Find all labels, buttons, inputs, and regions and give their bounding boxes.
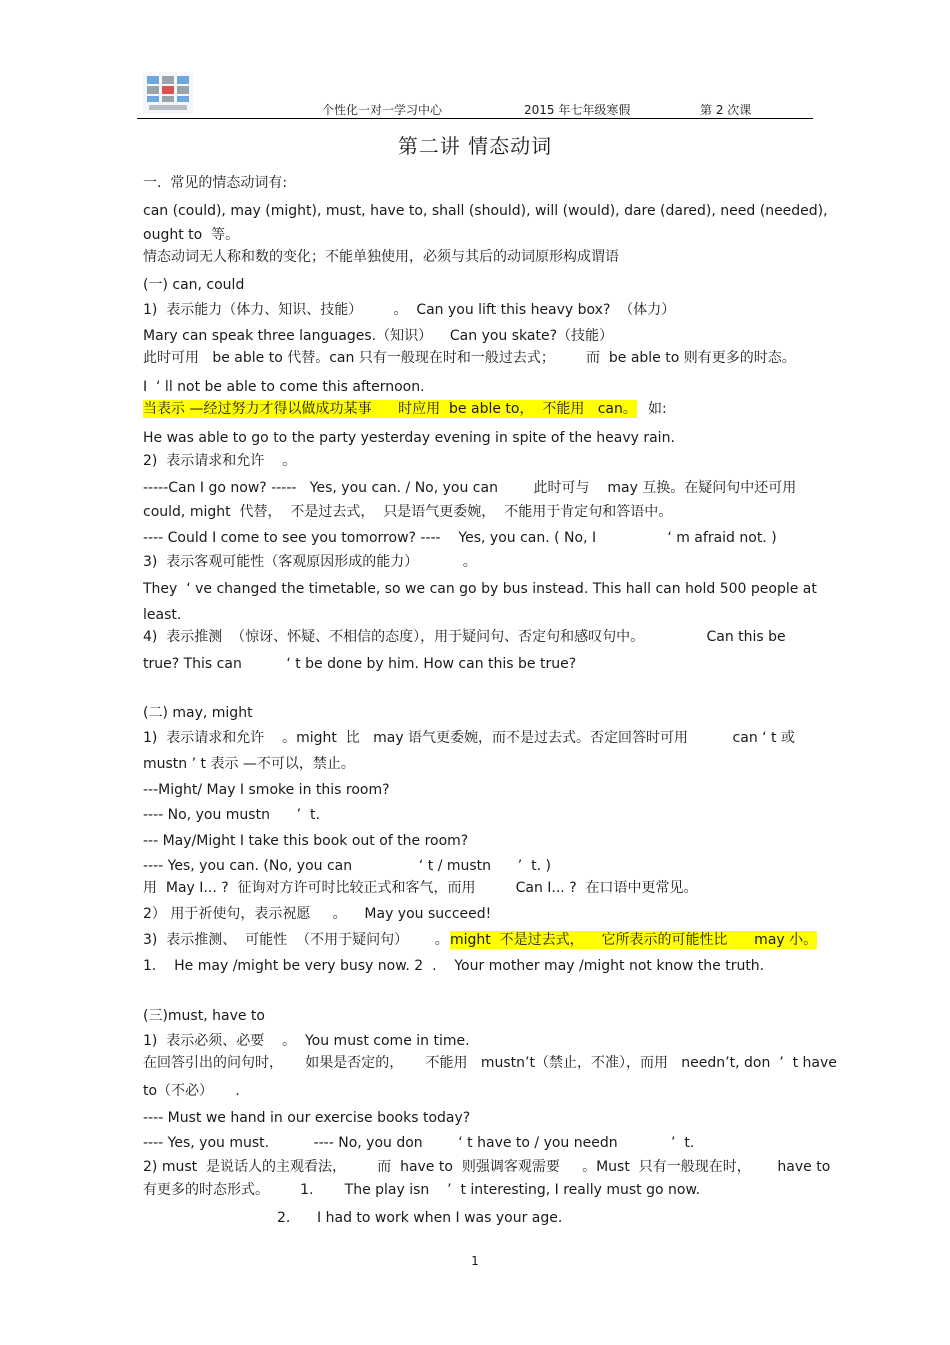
page-title: 第二讲 情态动词 [397, 134, 553, 158]
header-rule [137, 118, 813, 119]
header-term: 2015 年七年级寒假 [524, 103, 631, 117]
might-dialog-q: ---Might/ May I smoke in this room? [143, 782, 390, 798]
must-dialog-a: ---- Yes, you must. ---- No, you don ‘ t have to / you needn ’ t. [143, 1135, 695, 1151]
highlighted-note: 当表示 —经过努力才得以做成功某事 时应用 be able to， 不能用 can。 [143, 401, 637, 417]
mustnt-line: mustn ’ t 表示 —不可以，禁止。 [143, 756, 355, 772]
possibility-example-line: They ‘ ve changed the timetable, so we can go by bus instead. This hall can hold 500 people at [143, 581, 817, 597]
modal-list-line-1: can (could), may (might), must, have to, shall (should), will (would), dare (dared), need (needed), [143, 203, 828, 219]
may-wish-line: 2） 用于祈使句，表示祝愿 。 May you succeed! [143, 906, 492, 922]
able-example-line: He was able to go to the party yesterday evening in spite of the heavy rain. [143, 430, 675, 446]
could-might-line: could, might 代替， 不是过去式， 只是语气更委婉， 不能用于肯定句和答语中。 [143, 504, 673, 520]
may-formality-line: 用 May I... ? 征询对方许可时比较正式和客气，而用 Can I... ? 在口语中更常见。 [143, 880, 698, 896]
may-dialog-a: ---- Yes, you can. (No, you can ‘ t / mustn ’ t. ) [143, 858, 551, 874]
may-example-line: 1. He may /might be very busy now. 2 . Your mother may /might not know the truth. [143, 958, 765, 974]
header-lesson: 第 2 次课 [700, 103, 752, 117]
might-dialog-a: ---- No, you mustn ’ t. [143, 807, 320, 823]
must-example-line-1: 有更多的时态形式。 1. The play isn ’ t interesting, I really must go now. [143, 1182, 701, 1198]
modal-list-line-2: ought to 等。 [143, 227, 240, 243]
can-permission-heading: 2) 表示请求和允许 。 [143, 453, 297, 469]
page-number: 1 [471, 1254, 479, 1268]
must-answer-line: 在回答引出的问句时， 如果是否定的， 不能用 mustn’t（禁止，不准），而用 needn’t, don ’ t have [143, 1055, 837, 1071]
modal-rule-line: 情态动词无人称和数的变化；不能单独使用，必须与其后的动词原形构成谓语 [143, 249, 619, 265]
may-highlight: might 不是过去式， 它所表示的可能性比 may 小。 [450, 932, 818, 948]
must-example-line-2: 2. I had to work when I was your age. [277, 1210, 563, 1226]
section-must-heading: (三)must, have to [143, 1008, 265, 1024]
may-speculation-line: 3) 表示推测、 可能性 （不用于疑问句） 。 [143, 932, 449, 948]
section-can-heading: (一) can, could [143, 277, 245, 293]
can-possibility-heading: 3) 表示客观可能性（客观原因形成的能力） 。 [143, 554, 477, 570]
note-suffix: 如: [648, 401, 667, 417]
possibility-example-cont: least. [143, 607, 182, 623]
can-speculation-line: 4) 表示推测 （惊讶、怀疑、不相信的态度），用于疑问句、否定句和感叹句中。 Can this be [143, 629, 786, 645]
be-able-example-line: I ‘ ll not be able to come this afternoon. [143, 379, 425, 395]
must-answer-cont: to（不必） . [143, 1083, 240, 1099]
be-able-to-line: 此时可用 be able to 代替。can 只有一般现在时和一般过去式； 而 be able to 则有更多的时态。 [143, 350, 796, 366]
may-dialog-q: --- May/Might I take this book out of the room? [143, 833, 469, 849]
speculation-example-line: true? This can ‘ t be done by him. How can this be true? [143, 656, 577, 672]
must-necessity-line: 1) 表示必须、必要 。 You must come in time. [143, 1033, 470, 1049]
may-permission-line: 1) 表示请求和允许 。might 比 may 语气更委婉，而不是过去式。否定回答时可用 can ‘ t 或 [143, 730, 795, 746]
section-intro-heading: 一. 常见的情态动词有: [143, 175, 288, 191]
can-example-line: Mary can speak three languages.（知识） Can you skate?（技能） [143, 328, 614, 344]
header-center-name: 个性化一对一学习中心 [322, 103, 443, 117]
can-ability-line: 1) 表示能力（体力、知识、技能） 。 Can you lift this heavy box? （体力） [143, 302, 676, 318]
could-dialog-line: ---- Could I come to see you tomorrow? ---- Yes, you can. ( No, I ‘ m afraid not. ) [143, 530, 777, 546]
can-permission-dialog: -----Can I go now? ----- Yes, you can. / No, you can 此时可与 may 互换。在疑问句中还可用 [143, 480, 797, 496]
must-vs-have-to-line: 2) must 是说话人的主观看法， 而 have to 则强调客观需要 。Must 只有一般现在时， have to [143, 1159, 831, 1175]
must-dialog-q: ---- Must we hand in our exercise books today? [143, 1110, 471, 1126]
section-may-heading: (二) may, might [143, 705, 253, 721]
school-logo [143, 72, 193, 114]
